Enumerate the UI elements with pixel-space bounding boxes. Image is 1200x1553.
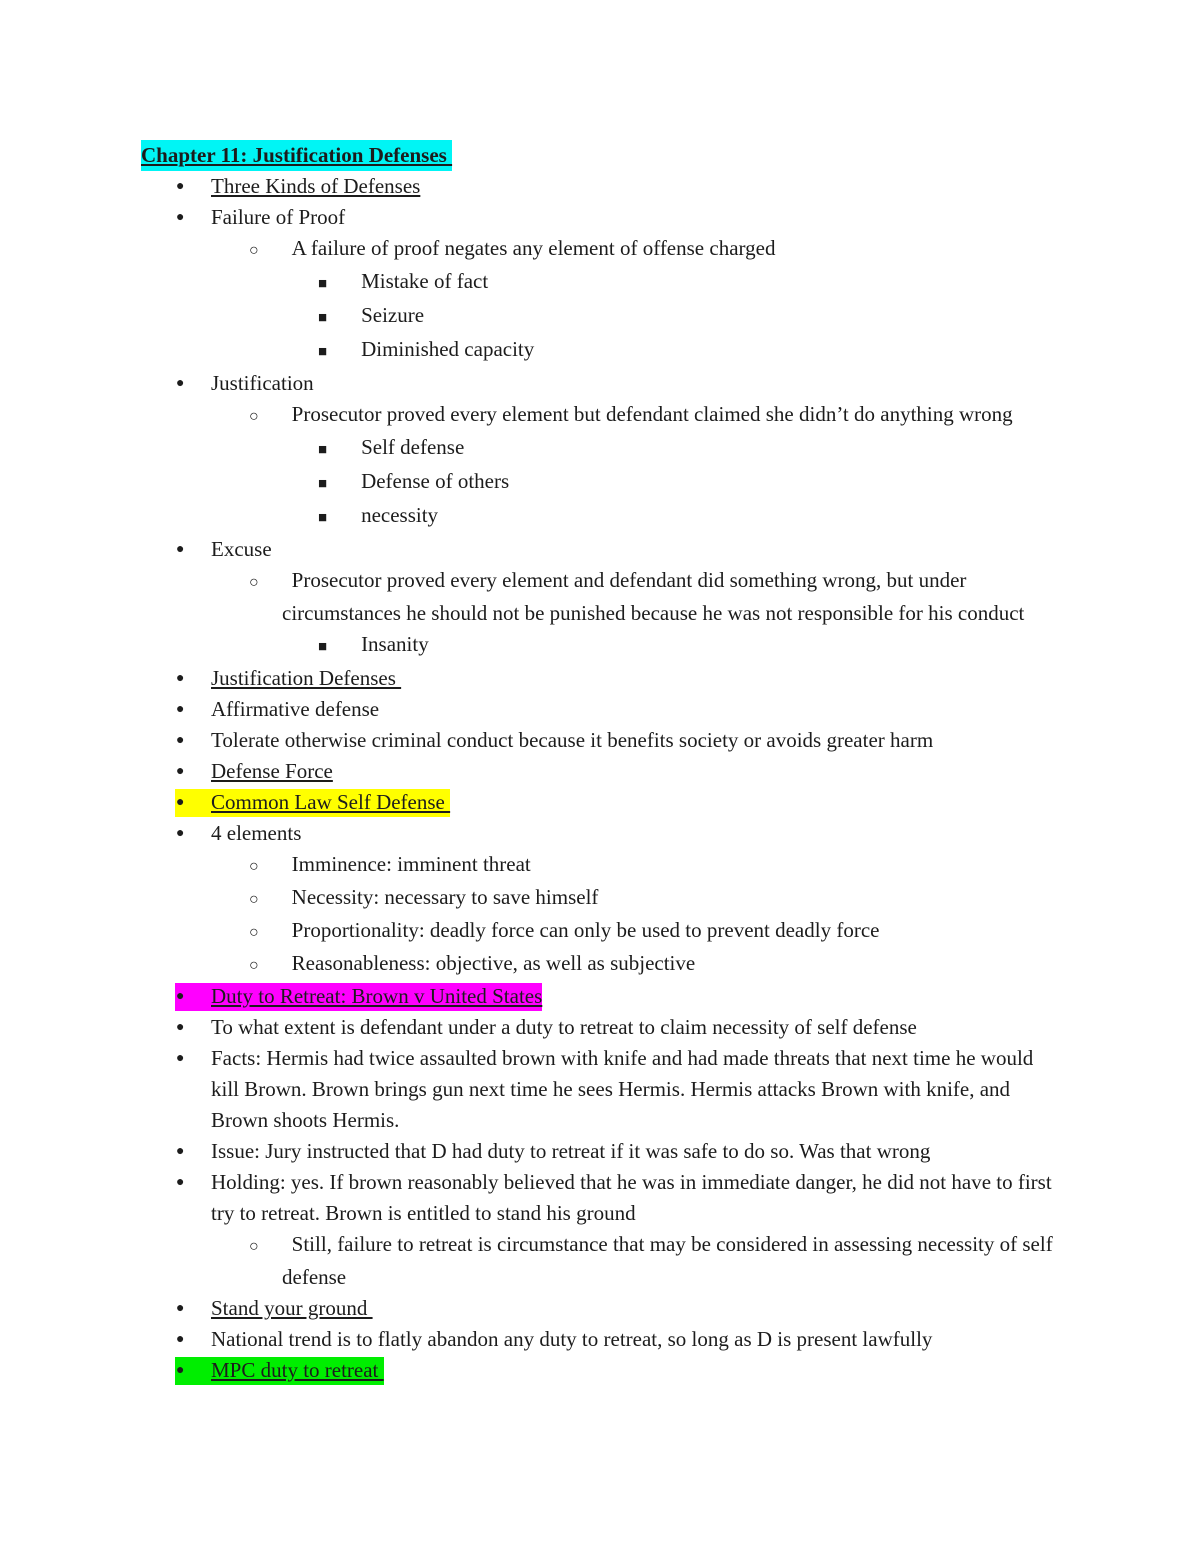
outline-item xyxy=(176,1355,1061,1386)
bullet-icon: ● xyxy=(176,1051,185,1066)
bullet-icon: ■ xyxy=(318,639,328,655)
bullet-icon: ● xyxy=(176,671,185,686)
outline-item xyxy=(318,500,1052,534)
outline-item-text: 4 elements xyxy=(211,821,302,845)
outline-item xyxy=(318,266,1052,300)
outline-item xyxy=(249,399,1062,432)
outline-item-text: Defense of others xyxy=(361,469,510,493)
outline-item-text: necessity xyxy=(361,503,439,527)
outline-item xyxy=(249,233,1062,266)
bullet-icon: ○ xyxy=(249,858,259,875)
bullet-icon: ● xyxy=(176,1175,185,1190)
outline-item-text: To what extent is defendant under a duty to retreat to claim necessity of self defense xyxy=(211,1015,917,1039)
outline-item xyxy=(176,981,1061,1012)
bullet-icon: ● xyxy=(176,1301,185,1316)
outline-item xyxy=(176,1012,1061,1043)
outline-item xyxy=(318,629,1052,663)
chapter-heading: Chapter 11: Justification Defenses xyxy=(141,140,452,171)
bullet-icon: ○ xyxy=(249,574,259,591)
outline-item xyxy=(176,725,1061,756)
outline-item-text: Mistake of fact xyxy=(361,269,489,293)
outline-item-text: Tolerate otherwise criminal conduct because it benefits society or avoids greater harm xyxy=(211,728,934,752)
bullet-icon: ■ xyxy=(318,476,328,492)
outline-item xyxy=(318,334,1052,368)
outline-item xyxy=(318,466,1052,500)
outline-item-text: Diminished capacity xyxy=(361,337,535,361)
notes-outline xyxy=(0,171,1200,1386)
bullet-icon: ● xyxy=(176,1332,185,1347)
outline-item xyxy=(176,1324,1061,1355)
bullet-icon: ● xyxy=(176,1363,185,1378)
bullet-icon: ○ xyxy=(249,924,259,941)
outline-item-text: Excuse xyxy=(211,537,272,561)
bullet-icon: ■ xyxy=(318,442,328,458)
outline-item xyxy=(249,915,1062,948)
bullet-icon: ● xyxy=(176,542,185,557)
outline-item xyxy=(176,818,1061,849)
outline-item-text: National trend is to flatly abandon any duty to retreat, so long as D is present lawfully xyxy=(211,1327,933,1351)
outline-item xyxy=(176,1167,1061,1229)
outline-item xyxy=(249,1229,1062,1293)
outline-item-text: Prosecutor proved every element but defendant claimed she didn’t do anything wrong xyxy=(291,402,1013,426)
bullet-icon: ● xyxy=(176,733,185,748)
outline-item xyxy=(176,663,1061,694)
outline-item-text: Stand your ground xyxy=(211,1296,373,1320)
bullet-icon: ● xyxy=(176,826,185,841)
outline-item xyxy=(249,849,1062,882)
outline-item-text: Prosecutor proved every element and defendant did something wrong, but under circumstances he should not be punished because he was not responsible for his conduct xyxy=(282,568,1025,625)
bullet-icon: ● xyxy=(176,764,185,779)
outline-item-text: Issue: Jury instructed that D had duty to retreat if it was safe to do so. Was that wrong xyxy=(211,1139,931,1163)
outline-item-text: MPC duty to retreat xyxy=(211,1358,384,1382)
outline-item xyxy=(176,1043,1061,1136)
bullet-icon: ■ xyxy=(318,310,328,326)
outline-item xyxy=(176,1136,1061,1167)
bullet-icon: ● xyxy=(176,179,185,194)
outline-item xyxy=(176,368,1061,399)
outline-item xyxy=(249,565,1062,629)
bullet-icon: ● xyxy=(176,795,185,810)
outline-item-text: Insanity xyxy=(361,632,429,656)
outline-item xyxy=(318,432,1052,466)
outline-item xyxy=(176,756,1061,787)
bullet-icon: ● xyxy=(176,1020,185,1035)
bullet-icon: ● xyxy=(176,1144,185,1159)
bullet-icon: ● xyxy=(176,702,185,717)
outline-item-text: Justification Defenses xyxy=(211,666,402,690)
outline-item xyxy=(318,300,1052,334)
outline-item-text: Imminence: imminent threat xyxy=(291,852,531,876)
outline-item xyxy=(176,787,1061,818)
outline-item-text: Proportionality: deadly force can only be used to prevent deadly force xyxy=(291,918,880,942)
bullet-icon: ○ xyxy=(249,1238,259,1255)
outline-item xyxy=(176,202,1061,233)
bullet-icon: ■ xyxy=(318,276,328,292)
outline-item xyxy=(249,948,1062,981)
outline-item xyxy=(176,1293,1061,1324)
outline-item-text: Necessity: necessary to save himself xyxy=(291,885,599,909)
outline-item-text: Three Kinds of Defenses xyxy=(211,174,421,198)
outline-item xyxy=(176,694,1061,725)
bullet-icon: ● xyxy=(176,989,185,1004)
outline-item-text: Affirmative defense xyxy=(211,697,380,721)
outline-item-text: A failure of proof negates any element of offense charged xyxy=(291,236,776,260)
bullet-icon: ■ xyxy=(318,344,328,360)
outline-item-text: Common Law Self Defense xyxy=(211,790,451,814)
outline-item-text: Holding: yes. If brown reasonably believed that he was in immediate danger, he did not have to first try to retreat. Brown is entitled to stand his ground xyxy=(211,1170,1052,1225)
outline-item-text: Defense Force xyxy=(211,759,333,783)
outline-item-text: Self defense xyxy=(361,435,465,459)
outline-item-text: Duty to Retreat: Brown v United States xyxy=(211,984,543,1008)
outline-item xyxy=(176,171,1061,202)
bullet-icon: ■ xyxy=(318,510,328,526)
outline-item xyxy=(249,882,1062,915)
chapter-heading-wrap xyxy=(141,140,452,171)
bullet-icon: ● xyxy=(176,210,185,225)
bullet-icon: ○ xyxy=(249,957,259,974)
bullet-icon: ○ xyxy=(249,408,259,425)
outline-item xyxy=(176,534,1061,565)
outline-item-text: Seizure xyxy=(361,303,425,327)
bullet-icon: ○ xyxy=(249,242,259,259)
outline-item-text: Facts: Hermis had twice assaulted brown with knife and had made threats that next time he would kill Brown. Brown brings gun next time he sees Hermis. Hermis attacks Brown with knife, and Brown shoots Hermis. xyxy=(211,1046,1034,1132)
outline-item-text: Justification xyxy=(211,371,314,395)
bullet-icon: ○ xyxy=(249,891,259,908)
outline-item-text: Still, failure to retreat is circumstance that may be considered in assessing necessity of self defense xyxy=(282,1232,1053,1289)
outline-item-text: Reasonableness: objective, as well as subjective xyxy=(291,951,696,975)
outline-item-text: Failure of Proof xyxy=(211,205,346,229)
bullet-icon: ● xyxy=(176,376,185,391)
